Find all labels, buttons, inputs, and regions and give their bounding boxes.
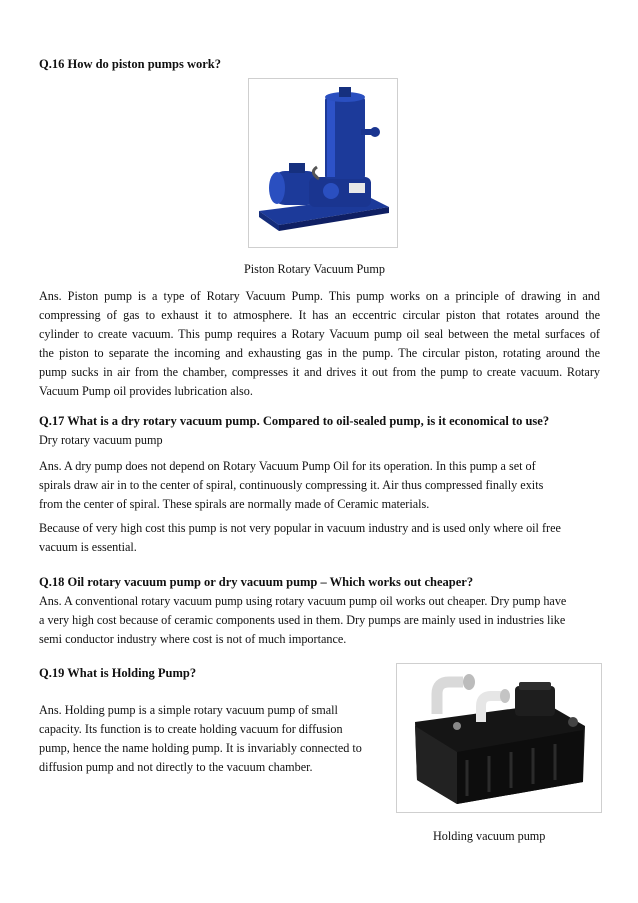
q17-cost-line-1: Because of very high cost this pump is not very popular in vacuum industry and is used only where oil free <box>39 521 561 535</box>
q18-answer-line-3: semi conductor industry where cost is not of much importance. <box>39 632 347 646</box>
q18-answer-line-2: a very high cost because of ceramic components used in them. Dry pumps are mainly used in industries like <box>39 613 566 627</box>
q17-answer-line-3: from the center of spiral. These spirals are normally made of Ceramic materials. <box>39 497 430 511</box>
q16-answer-line-5: pump sucks in air from the chamber, compresses it and drives it out from the pump to create vacuum. Rotary <box>39 365 600 379</box>
piston-pump-caption: Piston Rotary Vacuum Pump <box>244 262 385 276</box>
holding-pump-image <box>396 663 602 813</box>
q17-answer-line-1: Ans. A dry pump does not depend on Rotary Vacuum Pump Oil for its operation. In this pump a set of <box>39 459 536 473</box>
q17-cost-line-2: vacuum is essential. <box>39 540 137 554</box>
q16-answer-line-4: the piston to separate the incoming and exhausting gas in the pump. The circular piston, rotating around the <box>39 346 600 360</box>
q19-answer-line-2: capacity. Its function is to create holding vacuum for diffusion <box>39 722 343 736</box>
q16-answer-line-3: cylinder to create vacuum. This pump requires a Rotary Vacuum pump oil seal between the metal surfaces of <box>39 327 600 341</box>
q18-answer-line-1: Ans. A conventional rotary vacuum pump using rotary vacuum pump oil works out cheaper. Dry pump have <box>39 594 567 608</box>
q19-answer-line-1: Ans. Holding pump is a simple rotary vacuum pump of small <box>39 703 338 717</box>
q19-heading: Q.19 What is Holding Pump? <box>39 666 197 680</box>
q19-answer-line-4: diffusion pump and not directly to the vacuum chamber. <box>39 760 313 774</box>
q17-subheading: Dry rotary vacuum pump <box>39 433 163 447</box>
q16-answer-line-2: compressing of gas to exhaust it to atmosphere. It has an eccentric circular piston that rotates around the <box>39 308 600 322</box>
q17-heading: Q.17 What is a dry rotary vacuum pump. Compared to oil-sealed pump, is it economical to use? <box>39 414 550 428</box>
q16-answer-line-6: Vacuum Pump oil provides lubrication also. <box>39 384 253 398</box>
q19-answer-line-3: pump, hence the name holding pump. It is invariably connected to <box>39 741 362 755</box>
q18-heading: Q.18 Oil rotary vacuum pump or dry vacuum pump – Which works out cheaper? <box>39 575 474 589</box>
piston-pump-image <box>248 78 398 248</box>
q16-heading: Q.16 How do piston pumps work? <box>39 57 221 71</box>
q17-answer-line-2: spirals draw air in to the center of spiral, continuously compressing it. Air thus compressed finally exits <box>39 478 544 492</box>
holding-pump-caption: Holding vacuum pump <box>433 829 546 843</box>
q16-answer-line-1: Ans. Piston pump is a type of Rotary Vacuum Pump. This pump works on a principle of drawing in and <box>39 289 600 303</box>
